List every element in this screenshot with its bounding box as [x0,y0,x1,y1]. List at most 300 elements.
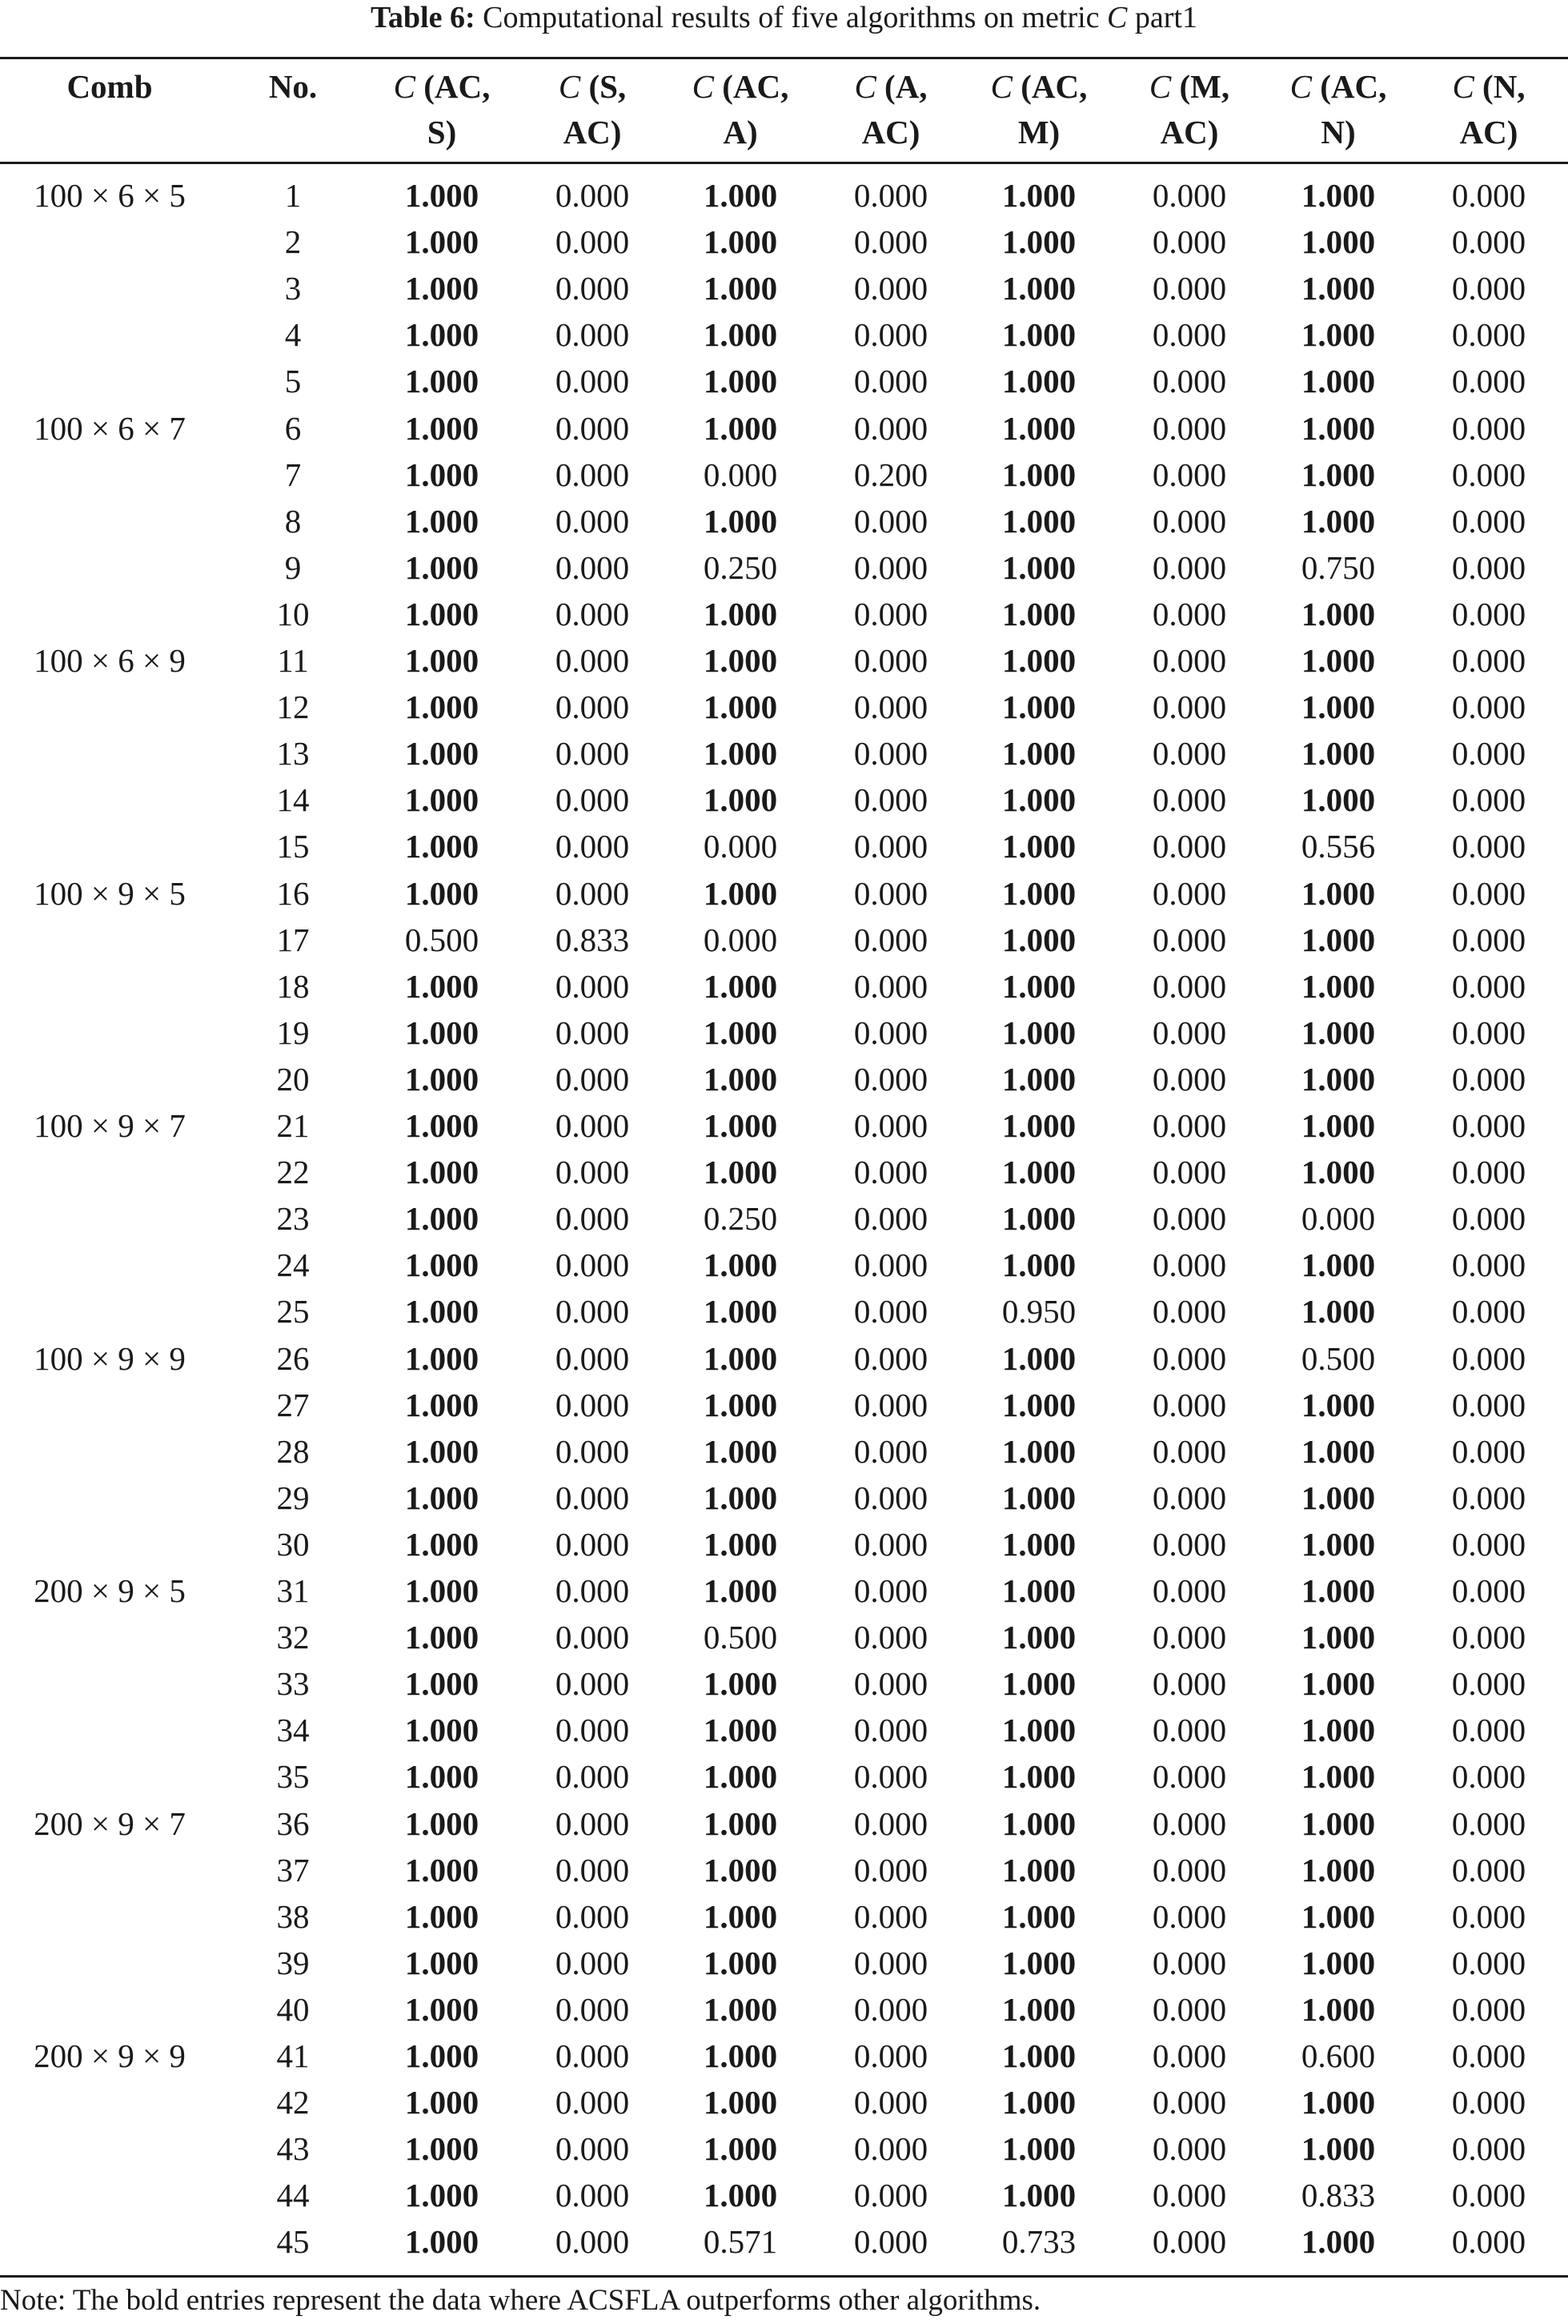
metric-value-cell: 0.000 [1451,1897,1526,1935]
metric-value-cell: 0.000 [555,223,630,261]
metric-value-cell: 1.000 [1001,1572,1077,1609]
metric-value-cell: 0.000 [555,502,630,540]
metric-value-cell: 1.000 [703,1572,778,1609]
table-row [0,870,1568,917]
metric-value-cell: 1.000 [404,1944,479,1981]
metric-value-cell: 0.000 [1152,316,1227,354]
metric-value-cell: 1.000 [1001,409,1077,447]
comb-cell [6,1660,214,1707]
metric-value-cell: 1.000 [1001,2084,1077,2121]
metric-value-cell: 0.000 [1451,409,1526,447]
metric-value-cell: 1.000 [404,1572,479,1609]
table-row [0,2172,1568,2218]
metric-value-cell: 0.000 [853,1246,928,1284]
instance-number-cell: 31 [276,1572,310,1609]
metric-value-cell: 1.000 [703,177,778,214]
instance-number-cell: 45 [276,2223,310,2261]
metric-value-cell: 1.000 [703,2084,778,2121]
comb-cell [6,2079,214,2125]
metric-value-cell: 1.000 [404,2177,479,2214]
metric-value-cell: 1.000 [404,502,479,540]
metric-value-cell: 0.000 [1152,2084,1227,2121]
table-row [0,684,1568,730]
table-row [0,1102,1568,1149]
metric-value-cell: 1.000 [1001,363,1077,400]
metric-value-cell: 1.000 [703,1293,778,1331]
metric-value-cell: 1.000 [703,781,778,819]
instance-number-cell: 1 [284,177,302,214]
column-header: C (AC, S) [393,68,491,151]
metric-value-cell: 1.000 [1001,1897,1077,1935]
instance-number-cell: 27 [276,1386,310,1423]
comb-cell [6,1428,214,1475]
table-row [0,2218,1568,2265]
metric-value-cell: 0.000 [1451,1990,1526,2028]
metric-value-cell: 0.000 [853,1200,928,1238]
table-row [0,1940,1568,1986]
metric-value-cell: 1.000 [1301,270,1376,307]
comb-cell [6,1242,214,1288]
metric-value-cell: 1.000 [1001,456,1077,493]
metric-value-cell: 0.000 [1152,967,1227,1005]
metric-value-cell: 0.000 [1152,456,1227,493]
metric-value-cell: 0.000 [555,1432,630,1470]
metric-value-cell: 0.000 [1152,1712,1227,1749]
metric-value-cell: 1.000 [703,1060,778,1098]
comb-cell [6,1521,214,1567]
metric-value-cell: 0.000 [853,2223,928,2261]
metric-value-cell: 0.000 [1451,1432,1526,1470]
metric-value-cell: 0.000 [555,548,630,586]
metric-value-cell: 0.000 [1152,1944,1227,1981]
metric-value-cell: 0.000 [1451,2084,1526,2121]
metric-value-cell: 1.000 [1301,595,1376,632]
metric-value-cell: 1.000 [703,595,778,632]
metric-value-cell: 1.000 [703,1386,778,1423]
metric-value-cell: 0.950 [1001,1293,1077,1331]
table-row [0,1521,1568,1567]
metric-value-cell: 1.000 [1001,223,1077,261]
table-row [0,1567,1568,1614]
instance-number-cell: 4 [284,316,302,354]
table-row [0,1986,1568,2033]
metric-value-cell: 1.000 [404,1990,479,2028]
metric-value-cell: 1.000 [1001,1060,1077,1098]
metric-value-cell: 1.000 [1301,1758,1376,1796]
metric-value-cell: 0.000 [1451,1107,1526,1144]
metric-value-cell: 1.000 [1301,1665,1376,1703]
table-row [0,1009,1568,1056]
metric-value-cell: 0.500 [1301,1339,1376,1377]
metric-value-cell: 1.000 [1301,735,1376,773]
comb-cell: 100 × 9 × 5 [34,874,186,912]
metric-value-cell: 0.000 [555,874,630,912]
instance-number-cell: 18 [276,967,310,1005]
metric-value-cell: 0.000 [853,1339,928,1377]
metric-value-cell: 0.000 [555,828,630,865]
metric-value-cell: 0.000 [1451,223,1526,261]
metric-value-cell: 1.000 [703,642,778,679]
metric-value-cell: 1.000 [1301,2130,1376,2168]
metric-value-cell: 0.000 [1152,1154,1227,1191]
metric-value-cell: 0.000 [1152,1525,1227,1563]
metric-value-cell: 0.000 [703,456,778,493]
metric-value-cell: 0.000 [853,1665,928,1703]
metric-value-cell: 0.000 [1451,1851,1526,1889]
metric-value-cell: 1.000 [703,2177,778,2214]
metric-value-cell: 1.000 [703,1897,778,1935]
metric-value-cell: 0.000 [1451,1619,1526,1656]
metric-value-cell: 1.000 [703,1525,778,1563]
metric-value-cell: 0.000 [555,1712,630,1749]
metric-value-cell: 1.000 [404,177,479,214]
metric-value-cell: 1.000 [703,1990,778,2028]
comb-cell [6,823,214,869]
table-row [0,358,1568,404]
metric-value-cell: 0.000 [853,409,928,447]
comb-cell: 100 × 6 × 5 [34,177,186,214]
metric-value-cell: 1.000 [1301,363,1376,400]
metric-value-cell: 0.000 [1451,828,1526,865]
metric-value-cell: 1.000 [703,1013,778,1051]
metric-value-cell: 0.733 [1001,2223,1077,2261]
metric-value-cell: 0.000 [1152,1758,1227,1796]
table-row [0,777,1568,823]
instance-number-cell: 20 [276,1060,310,1098]
metric-value-cell: 1.000 [404,1013,479,1051]
metric-value-cell: 1.000 [1001,1712,1077,1749]
metric-value-cell: 1.000 [1301,642,1376,679]
metric-value-cell: 1.000 [1001,874,1077,912]
metric-value-cell: 1.000 [404,1804,479,1842]
metric-value-cell: 1.000 [703,1944,778,1981]
table-row [0,1893,1568,1940]
metric-value-cell: 0.833 [1301,2177,1376,2214]
instance-number-cell: 8 [284,502,302,540]
metric-value-cell: 1.000 [404,456,479,493]
metric-value-cell: 1.000 [1301,1432,1376,1470]
comb-cell [6,963,214,1009]
table-caption [0,2,1568,34]
metric-value-cell: 0.000 [1152,1107,1227,1144]
metric-value-cell: 0.000 [1451,921,1526,958]
metric-value-cell: 1.000 [1001,316,1077,354]
metric-value-cell: 1.000 [1001,735,1077,773]
metric-value-cell: 1.000 [703,270,778,307]
metric-value-cell: 1.000 [404,1107,479,1144]
instance-number-cell: 42 [276,2084,310,2121]
metric-value-cell: 0.000 [1451,1804,1526,1842]
comb-cell [6,2218,214,2265]
metric-value-cell: 1.000 [1001,642,1077,679]
metric-value-cell: 1.000 [1301,1525,1376,1563]
instance-number-cell: 15 [276,828,310,865]
metric-value-cell: 0.000 [1451,456,1526,493]
metric-value-cell: 0.000 [853,735,928,773]
comb-cell: 200 × 9 × 5 [34,1572,186,1609]
instance-number-cell: 34 [276,1712,310,1749]
metric-value-cell: 1.000 [1001,921,1077,958]
metric-value-cell: 0.000 [1451,270,1526,307]
metric-value-cell: 1.000 [1301,1944,1376,1981]
metric-value-cell: 0.000 [555,1525,630,1563]
metric-value-cell: 0.000 [1152,2130,1227,2168]
metric-value-cell: 1.000 [1001,1525,1077,1563]
metric-value-cell: 0.000 [853,1525,928,1563]
metric-value-cell: 0.000 [1152,1386,1227,1423]
caption-suffix: part1 [1127,1,1197,34]
metric-value-cell: 1.000 [1001,270,1077,307]
metric-value-cell: 1.000 [703,735,778,773]
comb-cell: 200 × 9 × 7 [34,1804,186,1842]
metric-value-cell: 0.000 [1451,1339,1526,1377]
comb-cell [6,2172,214,2218]
metric-value-cell: 0.000 [555,1154,630,1191]
instance-number-cell: 5 [284,363,302,400]
instance-number-cell: 19 [276,1013,310,1051]
metric-value-cell: 0.000 [853,781,928,819]
table-row [0,1707,1568,1753]
instance-number-cell: 35 [276,1758,310,1796]
metric-value-cell: 0.000 [1152,781,1227,819]
table-row [0,2033,1568,2079]
metric-value-cell: 1.000 [1301,1293,1376,1331]
metric-value-cell: 0.000 [853,548,928,586]
metric-value-cell: 1.000 [703,1665,778,1703]
metric-value-cell: 1.000 [1001,828,1077,865]
instance-number-cell: 10 [276,595,310,632]
metric-value-cell: 0.000 [1451,363,1526,400]
metric-value-cell: 0.000 [1152,595,1227,632]
table-row [0,498,1568,544]
metric-value-cell: 1.000 [1301,1060,1376,1098]
metric-value-cell: 1.000 [404,2084,479,2121]
metric-value-cell: 1.000 [1301,1572,1376,1609]
metric-value-cell: 1.000 [1001,1386,1077,1423]
metric-value-cell: 0.000 [853,270,928,307]
instance-number-cell: 17 [276,921,310,958]
metric-value-cell: 1.000 [1301,177,1376,214]
comb-cell: 100 × 6 × 7 [34,409,186,447]
metric-value-cell: 0.000 [853,1758,928,1796]
metric-value-cell: 0.000 [1451,1712,1526,1749]
metric-value-cell: 1.000 [1301,1107,1376,1144]
metric-value-cell: 0.000 [1152,1479,1227,1516]
metric-value-cell: 0.000 [1152,2177,1227,2214]
table-row [0,1847,1568,1893]
metric-value-cell: 1.000 [1301,316,1376,354]
metric-value-cell: 1.000 [703,1246,778,1284]
instance-number-cell: 9 [284,548,302,586]
metric-value-cell: 0.000 [1152,548,1227,586]
metric-value-cell: 1.000 [1301,2084,1376,2121]
instance-number-cell: 43 [276,2130,310,2168]
metric-value-cell: 0.000 [555,1293,630,1331]
table-row [0,823,1568,869]
metric-value-cell: 0.000 [853,1154,928,1191]
metric-value-cell: 0.250 [703,1200,778,1238]
metric-value-cell: 1.000 [1001,1619,1077,1656]
metric-value-cell: 0.000 [555,1200,630,1238]
table-row [0,219,1568,265]
metric-value-cell: 0.000 [555,1758,630,1796]
column-header: C (M, AC) [1149,68,1230,151]
metric-value-cell: 1.000 [404,1432,479,1470]
metric-value-cell: 0.000 [853,1990,928,2028]
metric-value-cell: 0.000 [853,874,928,912]
instance-number-cell: 30 [276,1525,310,1563]
metric-value-cell: 1.000 [1001,1432,1077,1470]
metric-value-cell: 1.000 [404,223,479,261]
metric-value-cell: 0.500 [404,921,479,958]
metric-value-cell: 1.000 [1001,595,1077,632]
metric-value-cell: 0.000 [1451,2223,1526,2261]
metric-value-cell: 0.000 [1451,2130,1526,2168]
metric-value-cell: 0.000 [555,1339,630,1377]
metric-value-cell: 1.000 [404,1479,479,1516]
metric-value-cell: 1.000 [404,316,479,354]
metric-value-cell: 1.000 [1301,1386,1376,1423]
metric-value-cell: 1.000 [1301,2223,1376,2261]
comb-cell [6,1614,214,1660]
metric-value-cell: 0.000 [1451,1944,1526,1981]
metric-value-cell: 0.000 [1152,688,1227,726]
metric-value-cell: 0.000 [1152,1572,1227,1609]
metric-value-cell: 1.000 [1001,548,1077,586]
table-row [0,591,1568,637]
metric-value-cell: 0.000 [555,1804,630,1842]
metric-value-cell: 0.000 [1451,688,1526,726]
metric-value-cell: 1.000 [404,781,479,819]
metric-value-cell: 0.000 [1152,502,1227,540]
table-row [0,311,1568,358]
metric-value-cell: 0.000 [853,2084,928,2121]
metric-value-cell: 0.000 [555,1013,630,1051]
metric-value-cell: 0.000 [555,316,630,354]
instance-number-cell: 38 [276,1897,310,1935]
metric-value-cell: 0.200 [853,456,928,493]
metric-value-cell: 1.000 [404,1619,479,1656]
table-row [0,1335,1568,1382]
metric-value-cell: 1.000 [404,642,479,679]
metric-value-cell: 0.750 [1301,548,1376,586]
metric-value-cell: 1.000 [1301,781,1376,819]
metric-value-cell: 1.000 [703,409,778,447]
metric-value-cell: 0.000 [853,1572,928,1609]
metric-value-cell: 0.000 [1451,1386,1526,1423]
metric-value-cell: 0.000 [555,1107,630,1144]
metric-value-cell: 0.000 [853,1293,928,1331]
metric-value-cell: 1.000 [1301,1897,1376,1935]
metric-value-cell: 0.000 [1451,1665,1526,1703]
metric-value-cell: 1.000 [703,874,778,912]
metric-value-cell: 1.000 [1301,502,1376,540]
comb-cell [6,591,214,637]
table-row [0,917,1568,963]
metric-value-cell: 0.000 [853,2177,928,2214]
comb-cell [6,1382,214,1428]
metric-value-cell: 1.000 [1001,1107,1077,1144]
comb-cell: 200 × 9 × 9 [34,2037,186,2074]
metric-value-cell: 0.000 [1451,1060,1526,1098]
metric-value-cell: 1.000 [703,502,778,540]
metric-value-cell: 0.000 [555,1851,630,1889]
metric-value-cell: 0.000 [555,1944,630,1981]
table-row [0,405,1568,452]
metric-value-cell: 0.000 [853,1944,928,1981]
instance-number-cell: 22 [276,1154,310,1191]
metric-value-cell: 0.000 [853,2037,928,2074]
table-row [0,963,1568,1009]
metric-value-cell: 1.000 [404,1200,479,1238]
metric-value-cell: 0.000 [555,2037,630,2074]
metric-value-cell: 0.000 [1451,642,1526,679]
metric-value-cell: 1.000 [1001,1339,1077,1377]
metric-value-cell: 0.000 [1451,2177,1526,2214]
metric-value-cell: 0.000 [1451,548,1526,586]
metric-value-cell: 0.000 [853,1897,928,1935]
column-header: C (AC, N) [1289,68,1387,151]
metric-value-cell: 1.000 [703,1758,778,1796]
table-row [0,1614,1568,1660]
metric-value-cell: 1.000 [404,595,479,632]
metric-value-cell: 1.000 [1301,1990,1376,2028]
metric-value-cell: 0.000 [1451,595,1526,632]
metric-value-cell: 0.000 [555,1665,630,1703]
metric-value-cell: 0.000 [1152,642,1227,679]
table-row [0,2125,1568,2172]
column-header: C (AC, A) [692,68,789,151]
metric-value-cell: 1.000 [1301,1013,1376,1051]
comb-cell [6,1009,214,1056]
metric-value-cell: 0.000 [555,456,630,493]
metric-value-cell: 1.000 [1001,1944,1077,1981]
comb-cell [6,544,214,591]
metric-value-cell: 0.000 [1152,1851,1227,1889]
instance-number-cell: 24 [276,1246,310,1284]
metric-value-cell: 0.000 [555,1990,630,2028]
metric-value-cell: 0.000 [853,223,928,261]
instance-number-cell: 3 [284,270,302,307]
metric-value-cell: 1.000 [1301,1619,1376,1656]
metric-value-cell: 1.000 [1001,502,1077,540]
metric-value-cell: 1.000 [703,1432,778,1470]
metric-value-cell: 0.000 [1451,967,1526,1005]
comb-cell [6,452,214,498]
instance-number-cell: 13 [276,735,310,773]
metric-value-cell: 1.000 [404,1712,479,1749]
instance-number-cell: 33 [276,1665,310,1703]
metric-value-cell: 0.000 [555,1619,630,1656]
metric-value-cell: 1.000 [1301,1246,1376,1284]
metric-value-cell: 0.000 [555,2084,630,2121]
metric-value-cell: 1.000 [404,363,479,400]
metric-value-cell: 1.000 [1001,1200,1077,1238]
instance-number-cell: 40 [276,1990,310,2028]
metric-value-cell: 0.000 [555,1060,630,1098]
metric-value-cell: 0.000 [1152,270,1227,307]
metric-value-cell: 1.000 [404,1154,479,1191]
metric-value-cell: 0.556 [1301,828,1376,865]
metric-value-cell: 0.000 [1451,502,1526,540]
instance-number-cell: 25 [276,1293,310,1331]
metric-value-cell: 0.000 [1451,1572,1526,1609]
metric-value-cell: 1.000 [703,1107,778,1144]
metric-value-cell: 0.000 [1451,1293,1526,1331]
table-row [0,1056,1568,1102]
comb-cell [6,1847,214,1893]
metric-value-cell: 0.000 [555,688,630,726]
